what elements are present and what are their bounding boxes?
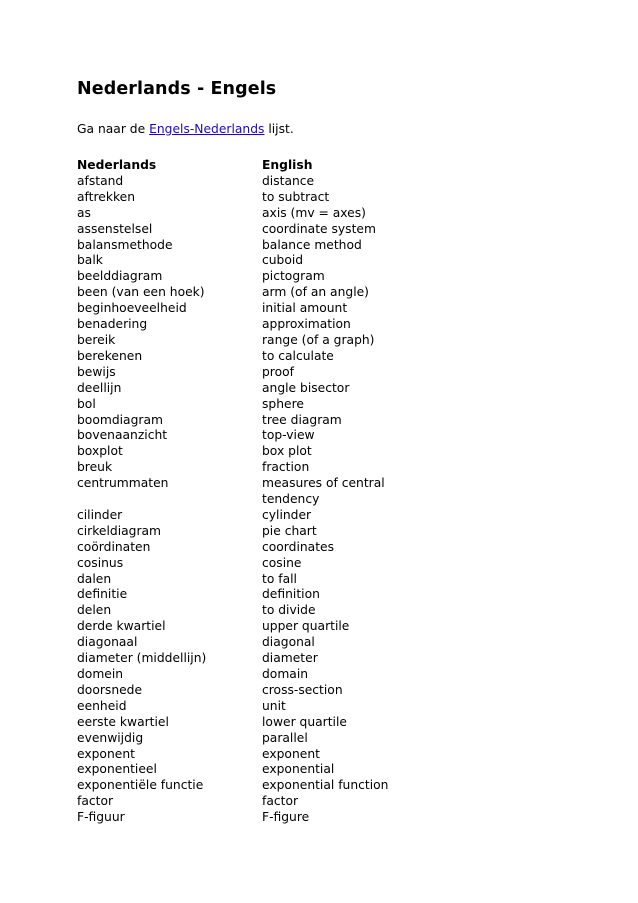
term-english: approximation: [262, 317, 351, 332]
table-row: [77, 444, 392, 460]
table-row: [77, 667, 392, 683]
term-nederlands: cilinder: [77, 507, 123, 522]
table-row: [77, 238, 392, 254]
table-row: [77, 651, 392, 667]
term-nederlands: been (van een hoek): [77, 285, 205, 300]
engels-nederlands-link[interactable]: Engels-Nederlands: [149, 122, 265, 136]
term-english: distance: [262, 173, 315, 188]
term-nederlands: deellijn: [77, 380, 122, 395]
term-nederlands: assenstelsel: [77, 221, 153, 236]
term-english: parallel: [262, 730, 308, 745]
term-english: sphere: [262, 396, 304, 411]
term-english: top-view: [262, 428, 315, 443]
term-nederlands: balk: [77, 253, 103, 268]
table-row: [77, 524, 392, 540]
term-english: cosine: [262, 555, 302, 570]
intro-line: [77, 121, 597, 137]
table-row: [77, 603, 392, 619]
table-row: [77, 810, 392, 826]
table-row: [77, 715, 392, 731]
term-nederlands: delen: [77, 603, 112, 618]
term-nederlands: dalen: [77, 571, 112, 586]
table-row: [77, 285, 392, 301]
term-english: arm (of an angle): [262, 285, 369, 300]
term-nederlands: coördinaten: [77, 539, 151, 554]
table-row: [77, 587, 392, 603]
table-row: [77, 508, 392, 524]
term-nederlands: exponentieel: [77, 762, 157, 777]
table-row: [77, 540, 392, 556]
table-row: [77, 572, 392, 588]
glossary-body: [77, 174, 392, 826]
term-nederlands: evenwijdig: [77, 730, 144, 745]
table-row: [77, 190, 392, 206]
term-nederlands: cirkeldiagram: [77, 523, 162, 538]
term-nederlands: exponentiële functie: [77, 778, 204, 793]
term-english: domain: [262, 667, 309, 681]
term-english: F-figure: [262, 810, 310, 825]
term-english: factor: [262, 794, 299, 809]
page-title: Nederlands - Engels: [77, 79, 277, 99]
term-english: exponent: [262, 746, 320, 761]
term-english: measures of central tendency: [262, 476, 385, 507]
term-nederlands: domein: [77, 667, 124, 681]
table-row: [77, 794, 392, 810]
table-row: [77, 683, 392, 699]
term-english: exponential function: [262, 778, 389, 793]
term-english: pie chart: [262, 523, 317, 538]
term-nederlands: beelddiagram: [77, 269, 163, 284]
term-nederlands: centrummaten: [77, 476, 169, 491]
table-row: [77, 222, 392, 238]
term-english: coordinate system: [262, 221, 376, 236]
term-english: tree diagram: [262, 412, 342, 427]
term-english: cylinder: [262, 507, 312, 522]
term-nederlands: berekenen: [77, 348, 143, 363]
term-nederlands: doorsnede: [77, 682, 143, 697]
term-english: diameter: [262, 651, 318, 666]
term-english: cross-section: [262, 682, 343, 697]
table-row: [77, 460, 392, 476]
term-nederlands: bol: [77, 396, 96, 411]
term-english: pictogram: [262, 269, 325, 284]
header-nederlands: Nederlands: [77, 158, 157, 172]
term-nederlands: definitie: [77, 587, 128, 602]
term-english: box plot: [262, 444, 312, 459]
term-nederlands: breuk: [77, 460, 113, 475]
term-english: balance method: [262, 237, 362, 252]
term-english: range (of a graph): [262, 332, 375, 347]
term-english: initial amount: [262, 301, 348, 316]
term-nederlands: diagonaal: [77, 635, 138, 650]
table-row: [77, 301, 392, 317]
table-row: [77, 397, 392, 413]
term-english: axis (mv = axes): [262, 205, 366, 220]
table-row: [77, 778, 392, 794]
table-header-row: [77, 158, 392, 174]
term-nederlands: eenheid: [77, 698, 127, 713]
term-english: to divide: [262, 603, 316, 618]
document-page: [77, 78, 597, 826]
table-row: [77, 476, 392, 508]
term-english: fraction: [262, 460, 310, 475]
term-nederlands: boomdiagram: [77, 412, 163, 427]
term-nederlands: exponent: [77, 746, 135, 761]
intro-suffix: lijst.: [264, 122, 294, 136]
term-nederlands: F-figuur: [77, 810, 125, 825]
table-row: [77, 365, 392, 381]
term-nederlands: cosinus: [77, 555, 124, 570]
term-english: definition: [262, 587, 320, 602]
term-english: coordinates: [262, 539, 334, 554]
term-nederlands: aftrekken: [77, 189, 135, 204]
term-english: to fall: [262, 571, 297, 586]
table-row: [77, 317, 392, 333]
table-row: [77, 619, 392, 635]
term-nederlands: derde kwartiel: [77, 619, 166, 634]
table-row: [77, 747, 392, 763]
intro-prefix: Ga naar de: [77, 122, 150, 136]
glossary-table: [77, 158, 392, 826]
table-row: [77, 413, 392, 429]
table-row: [77, 556, 392, 572]
term-english: lower quartile: [262, 714, 347, 729]
term-nederlands: afstand: [77, 173, 124, 188]
table-row: [77, 206, 392, 222]
term-english: cuboid: [262, 253, 304, 268]
table-row: [77, 269, 392, 285]
table-row: [77, 699, 392, 715]
term-nederlands: benadering: [77, 317, 148, 332]
term-english: to subtract: [262, 189, 330, 204]
table-row: [77, 381, 392, 397]
term-english: angle bisector: [262, 380, 350, 395]
table-row: [77, 762, 392, 778]
table-row: [77, 333, 392, 349]
table-row: [77, 635, 392, 651]
term-english: diagonal: [262, 635, 315, 650]
term-nederlands: bovenaanzicht: [77, 428, 168, 443]
term-nederlands: eerste kwartiel: [77, 714, 169, 729]
term-english: upper quartile: [262, 619, 350, 634]
table-row: [77, 349, 392, 365]
term-nederlands: bereik: [77, 332, 116, 347]
table-row: [77, 253, 392, 269]
term-nederlands: bewijs: [77, 364, 116, 379]
table-row: [77, 174, 392, 190]
term-nederlands: as: [77, 205, 91, 220]
term-nederlands: boxplot: [77, 444, 123, 459]
table-row: [77, 731, 392, 747]
term-nederlands: diameter (middellijn): [77, 651, 207, 666]
term-english: proof: [262, 364, 294, 379]
term-english: unit: [262, 698, 286, 713]
term-nederlands: factor: [77, 794, 114, 809]
header-english: English: [262, 158, 313, 172]
term-english: to calculate: [262, 348, 334, 363]
term-nederlands: beginhoeveelheid: [77, 301, 187, 316]
term-nederlands: balansmethode: [77, 237, 173, 252]
table-row: [77, 428, 392, 444]
term-english: exponential: [262, 762, 335, 777]
